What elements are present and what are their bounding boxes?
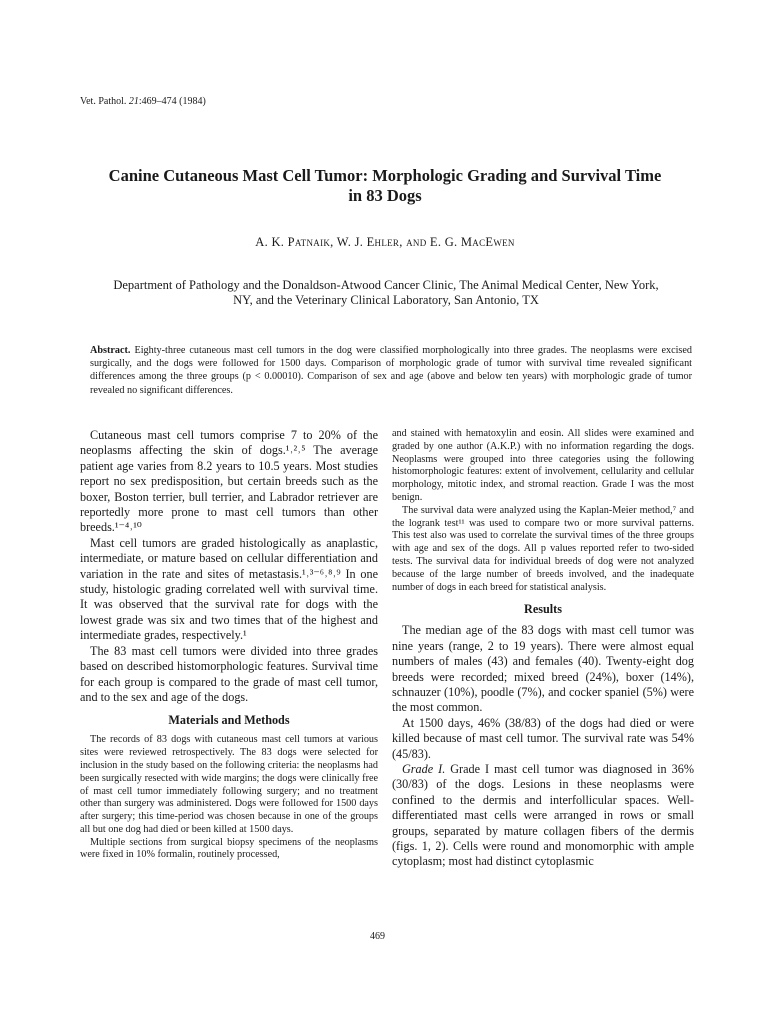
title-line-2: in 83 Dogs <box>348 186 422 205</box>
results-paragraph-2: At 1500 days, 46% (38/83) of the dogs had died or were killed because of mast cell tumor. The survival rate was 54% (45/83). <box>392 715 694 761</box>
methods-paragraph-4: The survival data were analyzed using the Kaplan-Meier method,⁷ and the logrank test¹¹ was used to compare two or more survival patterns. This test also was used to correlate the survival times of the three groups with age and sex of the dogs. All p values reported refer to two-sided tests. The survival data for individual breeds of dog were not analyzed because of the large number of breeds involved, and the inadequate number of dogs in each breed for statistical analysis. <box>392 504 694 593</box>
citation-journal: Vet. Pathol. <box>80 96 129 107</box>
results-paragraph-3 <box>392 762 694 870</box>
affiliation <box>80 278 692 308</box>
intro-paragraph-1: Cutaneous mast cell tumors comprise 7 to 20% of the neoplasms affecting the skin of dogs.¹˒²˒⁵ The average patient age varies from 8.2 years to 10.5 years. Most studies report no sex predisposition, but certain breeds such as the boxer, Boston terrier, bull terrier, and Labrador retriever are reportedly more prone to mast cell tumors than other breeds.¹⁻⁴˒¹⁰ <box>80 428 378 535</box>
citation-pages-year: :469–474 (1984) <box>138 96 206 107</box>
affiliation-line-2: NY, and the Veterinary Clinical Laboratory, San Antonio, TX <box>233 293 539 307</box>
author-list: A. K. Patnaik, W. J. Ehler, and E. G. MacEwen <box>255 235 515 249</box>
journal-citation <box>80 96 206 107</box>
affiliation-line-1: Department of Pathology and the Donaldson-Atwood Cancer Clinic, The Animal Medical Center, New York, <box>113 278 659 292</box>
page-number: 469 <box>370 931 385 942</box>
abstract-label: Abstract. <box>90 345 131 356</box>
left-column <box>80 428 378 862</box>
grade-label: Grade I. <box>402 762 446 777</box>
methods-paragraph-3: and stained with hematoxylin and eosin. All slides were examined and graded by one author (A.K.P.) with no information regarding the dogs. Neoplasms were grouped into three categories using the following histomorphologic features: extent of involvement, cellularity and cellular morphology, mitotic index, and stromal reaction. Grade I was the most benign. <box>392 428 694 503</box>
intro-paragraph-2: Mast cell tumors are graded histologically as anaplastic, intermediate, or mature based on cellular differentiation and variation in the rate and sites of metastasis.¹˒³⁻⁶˒⁸˒⁹ In one study, histologic grading correlated well with survival time. It was observed that the survival rate for dogs with the lowest grade was six and two times that of the highest and intermediate grades, respectively.¹ <box>80 535 378 643</box>
results-paragraph-1: The median age of the 83 dogs with mast cell tumor was nine years (range, 2 to 19 years). There were almost equal numbers of males (43) and females (40). Twenty-eight dog breeds were recorded; mixed breed (24%), boxer (14%), schnauzer (10%), poodle (7%), and cocker spaniel (5%) were the most common. <box>392 623 694 715</box>
citation-volume: 21 <box>128 96 139 107</box>
intro-paragraph-3: The 83 mast cell tumors were divided into three grades based on described histomorphologic features. Survival time for each group is compared to the grade of mast cell tumor, and to the sex and age of the dogs. <box>80 643 378 704</box>
methods-paragraph-1: The records of 83 dogs with cutaneous mast cell tumors at various sites were reviewed retrospectively. The 83 dogs were selected for inclusion in the study based on the following criteria: the neoplasms had been surgically resected with wide margins; the dogs were clinically free of mast cell tumor immediately following surgery; and no treatment other than surgery was administered. Dogs were followed for 1500 days after surgery; this time-period was chosen because in one of the groups all but one dog had died or been killed at 1500 days. <box>80 734 378 835</box>
right-column <box>392 428 694 870</box>
methods-paragraph-2: Multiple sections from surgical biopsy specimens of the neoplasms were fixed in 10% formalin, routinely processed, <box>80 836 378 861</box>
grade-i-text: Grade I mast cell tumor was diagnosed in 36% (30/83) of the dogs. Lesions in these neoplasms were confined to the dermis and interfollicular spaces. Well-differentiated mast cells were arranged in rows or small groups, separated by mature collagen fibers of the dermis (figs. 1, 2). Cells were round and monomorphic with ample cytoplasm; most had distinct cytoplasmic <box>392 762 694 869</box>
section-heading-results: Results <box>524 602 562 617</box>
abstract <box>90 344 692 397</box>
abstract-text: Eighty-three cutaneous mast cell tumors in the dog were classified morphologically into three grades. The neoplasms were excised surgically, and the dogs were followed for 1500 days. Comparison of morphologic grade of tumor with survival time revealed significant differences among the three groups (p < 0.00010). Comparison of sex and age (above and below ten years) with morphologic grade of tumor revealed no significant differences. <box>90 345 692 396</box>
section-heading-methods: Materials and Methods <box>168 713 290 728</box>
title-line-1: Canine Cutaneous Mast Cell Tumor: Morphologic Grading and Survival Time <box>108 166 662 185</box>
article-title <box>100 166 670 206</box>
